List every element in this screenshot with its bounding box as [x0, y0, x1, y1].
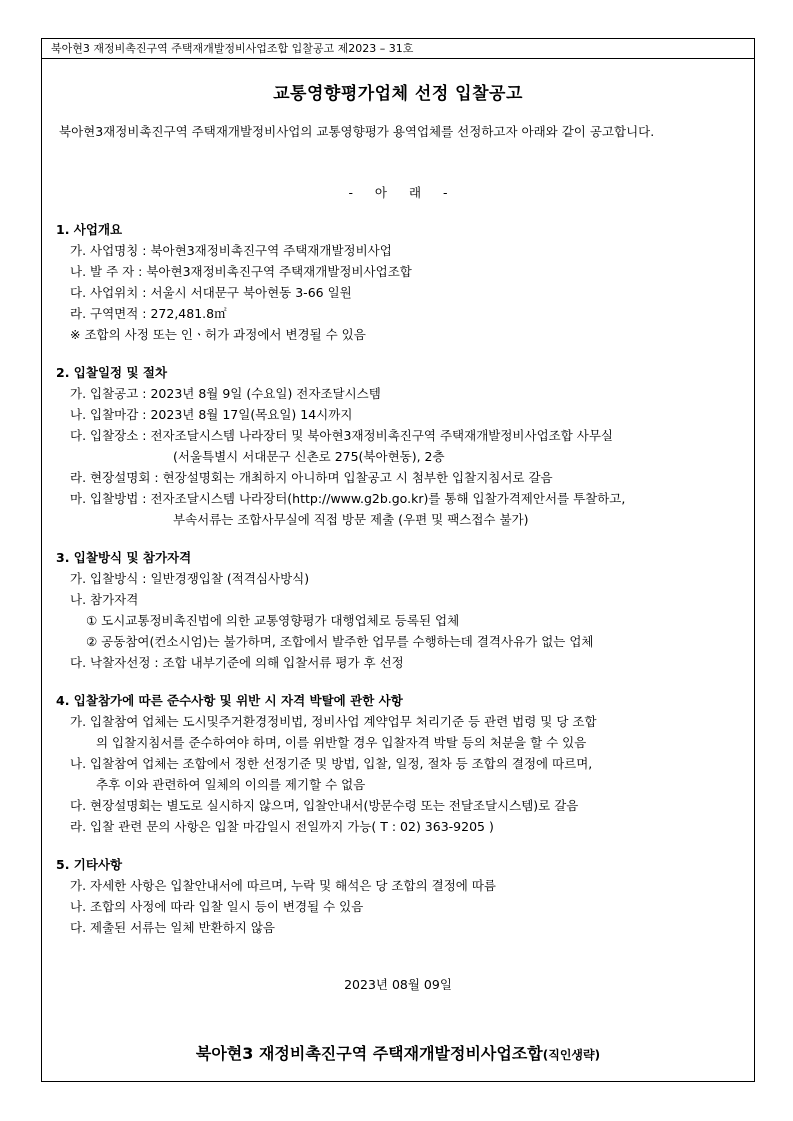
list-item: 가. 입찰공고 : 2023년 8월 9일 (수요일) 전자조달시스템	[70, 386, 381, 401]
list-item: 나. 발 주 자 : 북아현3재정비촉진구역 주택재개발정비사업조합	[70, 264, 412, 279]
signature	[42, 1041, 754, 1064]
list-item: 나. 입찰마감 : 2023년 8월 17일(목요일) 14시까지	[70, 407, 353, 422]
doc-number: 북아현3 재정비촉진구역 주택재개발정비사업조합 입찰공고 제2023 – 31호	[42, 39, 754, 59]
signature-org: 북아현3 재정비촉진구역 주택재개발정비사업조합	[195, 1044, 543, 1063]
section-title: 1. 사업개요	[56, 222, 123, 237]
list-item: 라. 구역면적 : 272,481.8㎡	[70, 306, 227, 321]
list-item-continued: 추후 이와 관련하여 일체의 이의를 제기할 수 없음	[96, 777, 366, 792]
list-item-continued: 의 입찰지침서를 준수하여야 하며, 이를 위반할 경우 입찰자격 박탈 등의 처분을 할 수 있음	[96, 735, 587, 750]
sub-item: ② 공동참여(컨소시엄)는 불가하며, 조합에서 발주한 업무를 수행하는데 결격사유가 없는 업체	[86, 634, 594, 649]
list-item: 가. 입찰방식 : 일반경쟁입찰 (적격심사방식)	[70, 571, 310, 586]
list-item: 나. 입찰참여 업체는 조합에서 정한 선정기준 및 방법, 입찰, 일정, 절차 등 조합의 결정에 따르며,	[70, 756, 593, 771]
section-title: 3. 입찰방식 및 참가자격	[56, 550, 192, 565]
list-item-continued: (서울특별시 서대문구 신촌로 275(북아현동), 2층	[173, 449, 445, 464]
list-item: 다. 입찰장소 : 전자조달시스템 나라장터 및 북아현3재정비촉진구역 주택재개발정비사업조합 사무실	[70, 428, 614, 443]
page-title: 교통영향평가업체 선정 입찰공고	[273, 84, 523, 104]
section-title: 4. 입찰참가에 따른 준수사항 및 위반 시 자격 박탈에 관한 사항	[56, 693, 403, 708]
list-item-continued: 부속서류는 조합사무실에 직접 방문 제출 (우편 및 팩스접수 불가)	[173, 512, 529, 527]
list-item: 마. 입찰방법 : 전자조달시스템 나라장터(http://www.g2b.go.kr)를 통해 입찰가격제안서를 투찰하고,	[70, 491, 626, 506]
intro-paragraph: 북아현3재정비촉진구역 주택재개발정비사업의 교통영향평가 용역업체를 선정하고자 아래와 같이 공고합니다.	[59, 124, 655, 139]
list-item: 가. 사업명칭 : 북아현3재정비촉진구역 주택재개발정비사업	[70, 243, 392, 258]
sub-item: ① 도시교통정비촉진법에 의한 교통영향평가 대행업체로 등록된 업체	[86, 613, 460, 628]
content	[56, 219, 748, 955]
list-item: 나. 참가자격	[70, 592, 139, 607]
list-item: 다. 사업위치 : 서울시 서대문구 북아현동 3-66 일원	[70, 285, 352, 300]
arae-heading: - 아 래 -	[348, 185, 448, 200]
section-qualification	[56, 547, 748, 673]
notice-date: 2023년 08월 09일	[344, 977, 452, 992]
list-item: 라. 입찰 관련 문의 사항은 입찰 마감일시 전일까지 가능( T : 02) 363-9205 )	[70, 819, 494, 834]
section-schedule	[56, 362, 748, 530]
list-item: 나. 조합의 사정에 따라 입찰 일시 등이 변경될 수 있음	[70, 899, 364, 914]
list-item: 가. 입찰참여 업체는 도시및주거환경정비법, 정비사업 계약업무 처리기준 등 관련 법령 및 당 조합	[70, 714, 597, 729]
section-others	[56, 854, 748, 938]
list-item: 다. 제출된 서류는 일체 반환하지 않음	[70, 920, 275, 935]
section-overview	[56, 219, 748, 345]
seal-note: (직인생략)	[542, 1048, 601, 1062]
section-compliance	[56, 690, 748, 837]
section-title: 5. 기타사항	[56, 857, 123, 872]
list-item: 다. 현장설명회는 별도로 실시하지 않으며, 입찰안내서(방문수령 또는 전달조달시스템)로 갈음	[70, 798, 579, 813]
section-title: 2. 입찰일정 및 절차	[56, 365, 168, 380]
list-item: 라. 현장설명회 : 현장설명회는 개최하지 아니하며 입찰공고 시 첨부한 입찰지침서로 갈음	[70, 470, 553, 485]
list-item: 다. 낙찰자선정 : 조합 내부기준에 의해 입찰서류 평가 후 선정	[70, 655, 404, 670]
notice-frame	[41, 38, 755, 1082]
list-item: 가. 자세한 사항은 입찰안내서에 따르며, 누락 및 해석은 당 조합의 결정에 따름	[70, 878, 496, 893]
note-item: ※ 조합의 사정 또는 인ㆍ허가 과정에서 변경될 수 있음	[70, 327, 366, 342]
